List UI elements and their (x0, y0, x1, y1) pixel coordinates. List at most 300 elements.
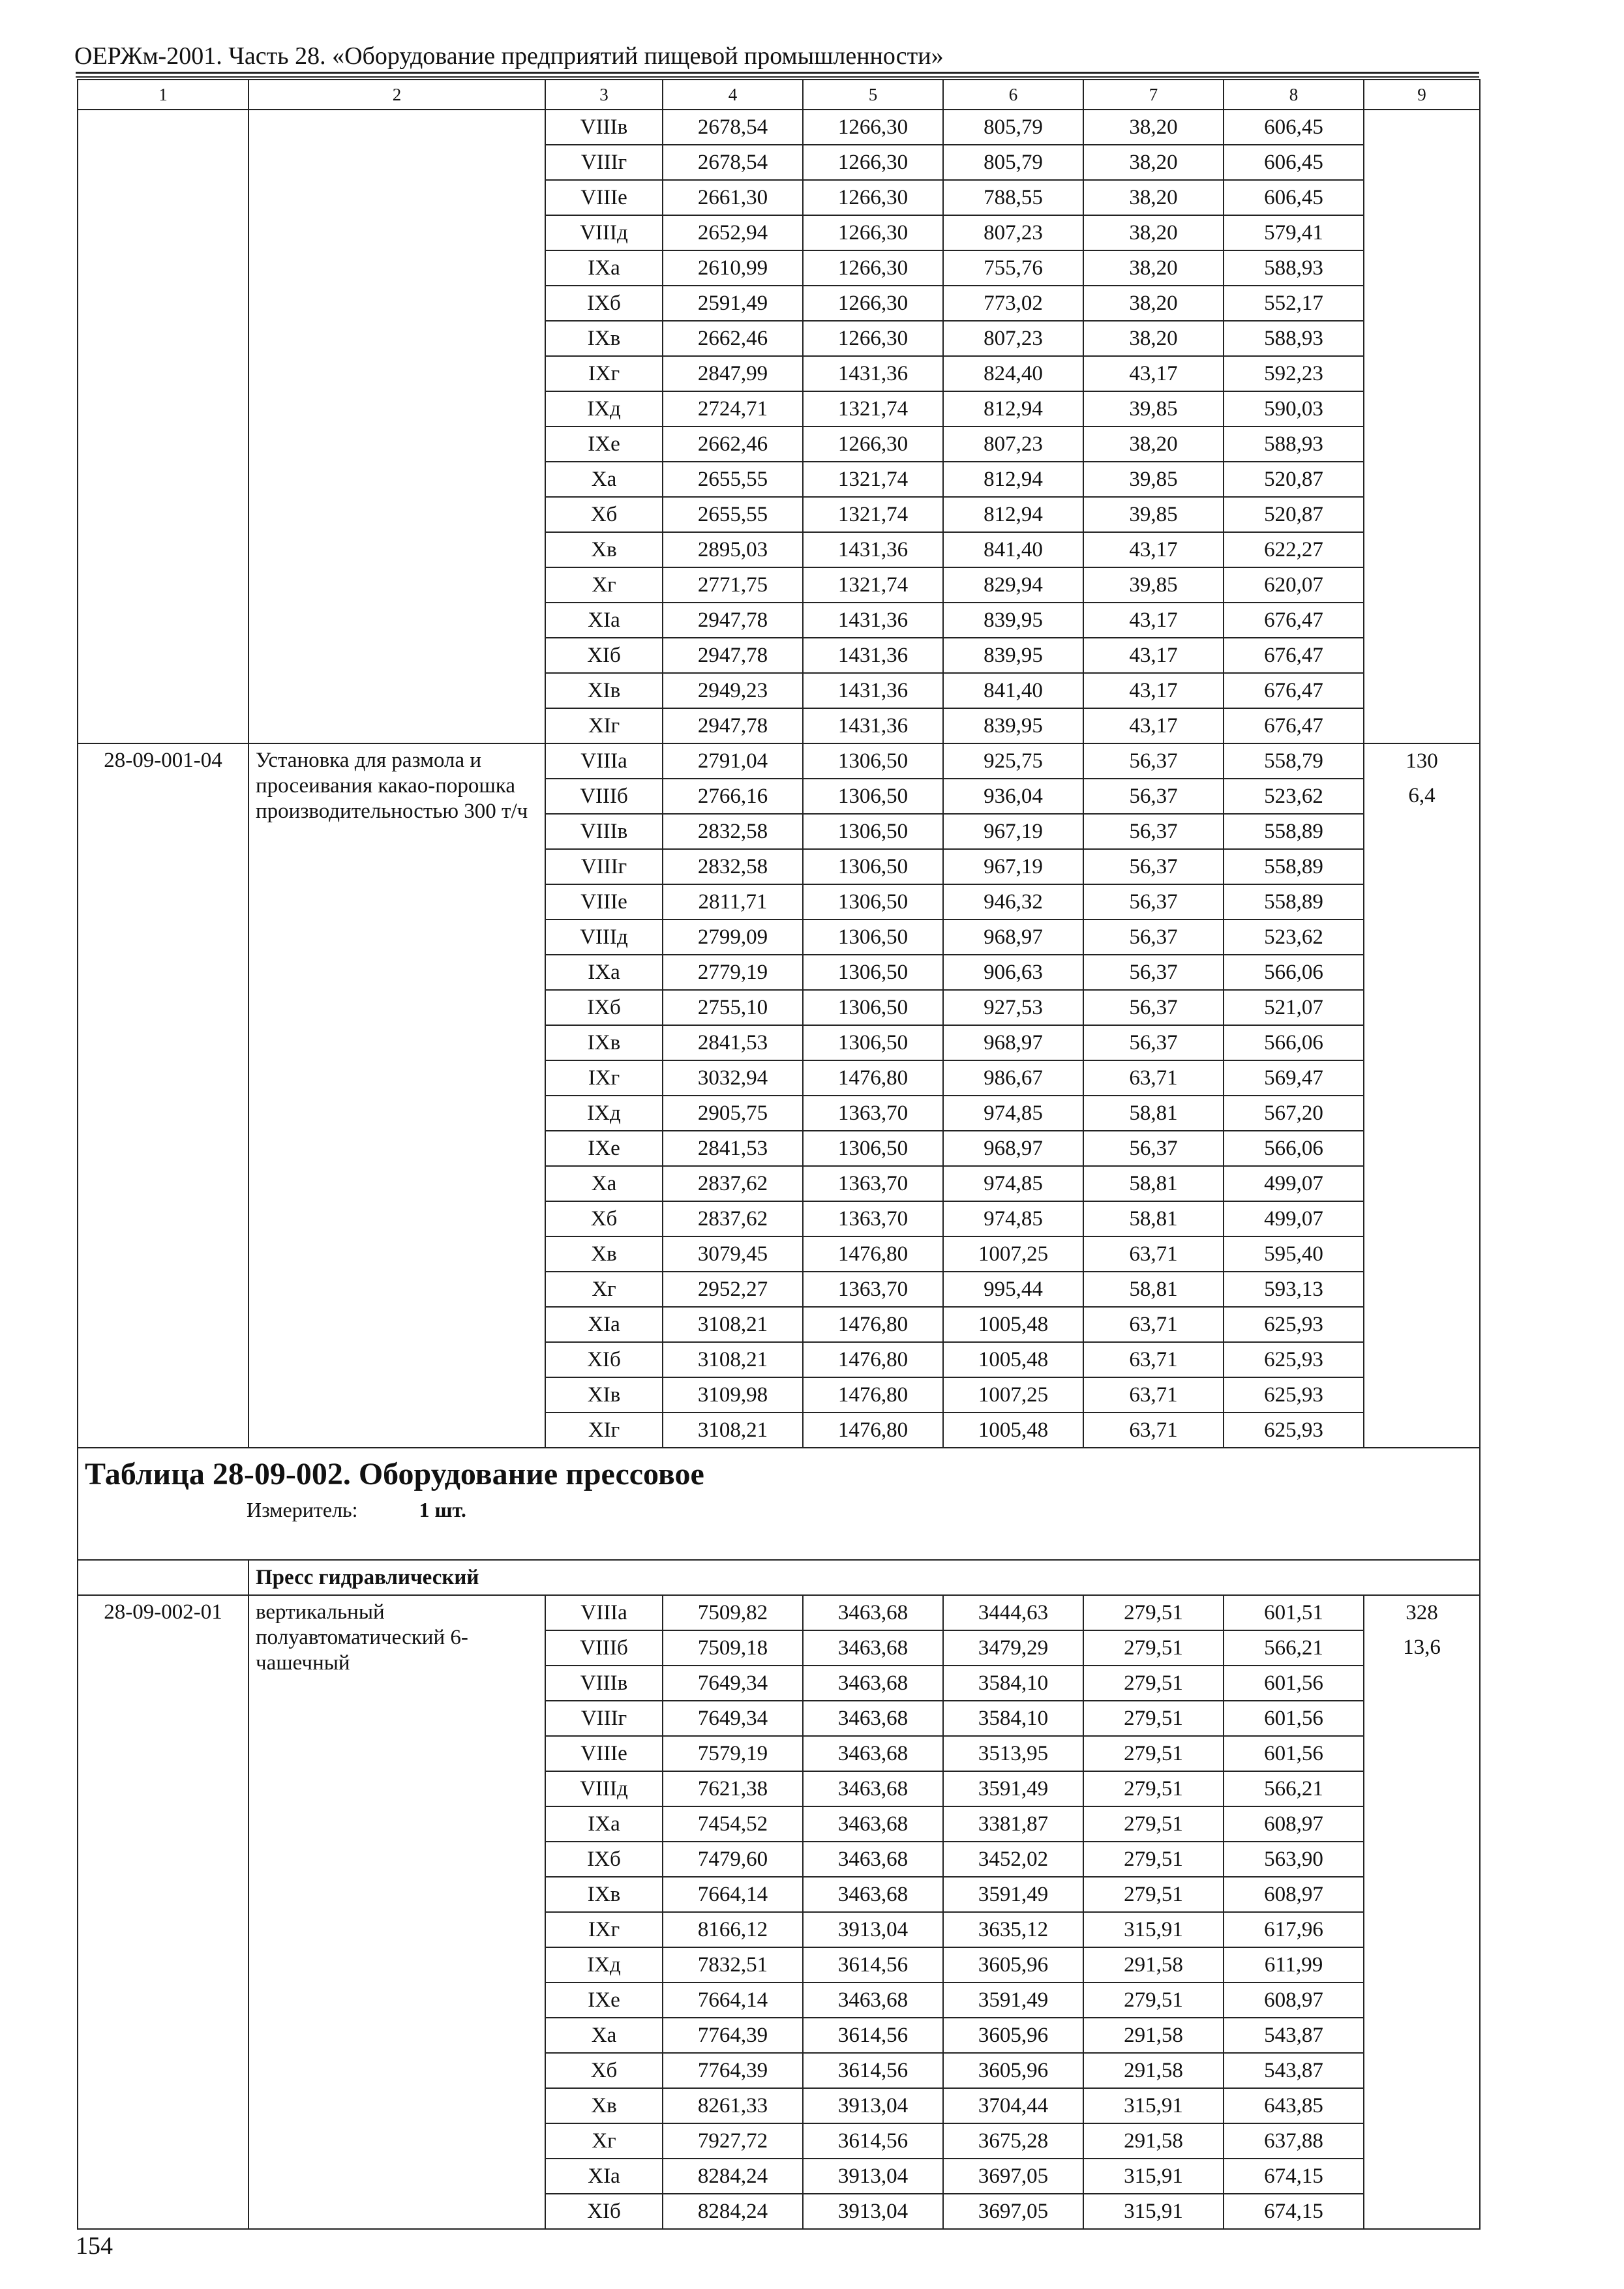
value-cell: 279,51 (1083, 1877, 1224, 1912)
value-cell: 1266,30 (803, 180, 943, 215)
value-cell: 315,91 (1083, 2159, 1224, 2194)
value-cell: 812,94 (943, 497, 1083, 532)
column-number: 9 (1364, 80, 1480, 110)
value-cell: 566,06 (1224, 1131, 1364, 1166)
value-cell: 3463,68 (803, 1595, 943, 1630)
value-cell: 2832,58 (663, 849, 803, 884)
value-cell: 38,20 (1083, 250, 1224, 286)
column-number: 6 (943, 80, 1083, 110)
region-code: XIб (545, 638, 663, 673)
column-number-row (78, 80, 1480, 110)
value-cell: 3479,29 (943, 1630, 1083, 1666)
column-number: 3 (545, 80, 663, 110)
value-cell: 3381,87 (943, 1806, 1083, 1842)
column-number: 1 (78, 80, 248, 110)
value-cell: 1476,80 (803, 1060, 943, 1096)
value-cell: 1306,50 (803, 920, 943, 955)
region-code: VIIIд (545, 215, 663, 250)
value-cell: 1321,74 (803, 567, 943, 603)
value-cell: 608,97 (1224, 1806, 1364, 1842)
value-cell: 2591,49 (663, 286, 803, 321)
resource-value: 6,4 (1408, 784, 1436, 807)
value-cell: 3591,49 (943, 1982, 1083, 2018)
region-code: VIIIв (545, 110, 663, 145)
value-cell: 2952,27 (663, 1272, 803, 1307)
value-cell: 291,58 (1083, 2123, 1224, 2159)
value-cell: 588,93 (1224, 250, 1364, 286)
value-cell: 755,76 (943, 250, 1083, 286)
value-cell: 841,40 (943, 673, 1083, 708)
value-cell: 967,19 (943, 849, 1083, 884)
region-code: IXд (545, 1096, 663, 1131)
value-cell: 2837,62 (663, 1166, 803, 1201)
value-cell: 637,88 (1224, 2123, 1364, 2159)
region-code: Xг (545, 1272, 663, 1307)
value-cell: 567,20 (1224, 1096, 1364, 1131)
value-cell: 622,27 (1224, 532, 1364, 567)
resource-cell (1364, 110, 1480, 743)
region-code: Xг (545, 2123, 663, 2159)
value-cell: 3444,63 (943, 1595, 1083, 1630)
value-cell: 3032,94 (663, 1060, 803, 1096)
value-cell: 563,90 (1224, 1842, 1364, 1877)
region-code: VIIIб (545, 1630, 663, 1666)
value-cell: 315,91 (1083, 2088, 1224, 2123)
region-code: IXе (545, 1982, 663, 2018)
value-cell: 1321,74 (803, 391, 943, 426)
region-code: IXд (545, 391, 663, 426)
value-cell: 625,93 (1224, 1377, 1364, 1413)
value-cell: 824,40 (943, 356, 1083, 391)
value-cell: 43,17 (1083, 356, 1224, 391)
value-cell: 968,97 (943, 920, 1083, 955)
value-cell: 974,85 (943, 1096, 1083, 1131)
value-cell: 805,79 (943, 110, 1083, 145)
region-code: Xв (545, 2088, 663, 2123)
value-cell: 566,06 (1224, 1025, 1364, 1060)
value-cell: 56,37 (1083, 884, 1224, 920)
value-cell: 43,17 (1083, 638, 1224, 673)
value-cell: 625,93 (1224, 1413, 1364, 1448)
value-cell: 279,51 (1083, 1701, 1224, 1736)
region-code: VIIIв (545, 814, 663, 849)
region-code: XIа (545, 1307, 663, 1342)
value-cell: 1306,50 (803, 990, 943, 1025)
value-cell: 3463,68 (803, 1842, 943, 1877)
value-cell: 43,17 (1083, 673, 1224, 708)
region-code: IXа (545, 955, 663, 990)
value-cell: 592,23 (1224, 356, 1364, 391)
value-cell: 2947,78 (663, 708, 803, 743)
value-cell: 3591,49 (943, 1771, 1083, 1806)
resource-cell (1364, 1595, 1480, 2229)
value-cell: 2832,58 (663, 814, 803, 849)
value-cell: 601,56 (1224, 1736, 1364, 1771)
value-cell: 1306,50 (803, 814, 943, 849)
region-code: IXв (545, 321, 663, 356)
value-cell: 56,37 (1083, 1131, 1224, 1166)
item-name (248, 110, 545, 743)
value-cell: 1321,74 (803, 497, 943, 532)
value-cell: 2678,54 (663, 145, 803, 180)
value-cell: 63,71 (1083, 1413, 1224, 1448)
measure-line (78, 1494, 1479, 1523)
value-cell: 593,13 (1224, 1272, 1364, 1307)
value-cell: 601,56 (1224, 1701, 1364, 1736)
value-cell: 56,37 (1083, 955, 1224, 990)
column-number: 8 (1224, 80, 1364, 110)
value-cell: 3463,68 (803, 1701, 943, 1736)
value-cell: 608,97 (1224, 1877, 1364, 1912)
region-code: XIг (545, 708, 663, 743)
value-cell: 56,37 (1083, 990, 1224, 1025)
value-cell: 595,40 (1224, 1236, 1364, 1272)
value-cell: 606,45 (1224, 110, 1364, 145)
region-code: IXе (545, 426, 663, 462)
value-cell: 2811,71 (663, 884, 803, 920)
region-code: XIв (545, 673, 663, 708)
value-cell: 7664,14 (663, 1982, 803, 2018)
value-cell: 1005,48 (943, 1342, 1083, 1377)
value-cell: 1266,30 (803, 286, 943, 321)
value-cell: 1431,36 (803, 356, 943, 391)
value-cell: 279,51 (1083, 1666, 1224, 1701)
value-cell: 676,47 (1224, 673, 1364, 708)
value-cell: 3591,49 (943, 1877, 1083, 1912)
value-cell: 58,81 (1083, 1201, 1224, 1236)
value-cell: 315,91 (1083, 2194, 1224, 2229)
value-cell: 625,93 (1224, 1307, 1364, 1342)
value-cell: 2799,09 (663, 920, 803, 955)
value-cell: 543,87 (1224, 2053, 1364, 2088)
value-cell: 38,20 (1083, 215, 1224, 250)
value-cell: 1005,48 (943, 1413, 1083, 1448)
value-cell: 1363,70 (803, 1272, 943, 1307)
value-cell: 1476,80 (803, 1413, 943, 1448)
value-cell: 2947,78 (663, 603, 803, 638)
value-cell: 805,79 (943, 145, 1083, 180)
region-code: IXв (545, 1025, 663, 1060)
value-cell: 812,94 (943, 462, 1083, 497)
value-cell: 1005,48 (943, 1307, 1083, 1342)
value-cell: 3614,56 (803, 2053, 943, 2088)
value-cell: 1431,36 (803, 532, 943, 567)
value-cell: 2655,55 (663, 462, 803, 497)
region-code: Xб (545, 497, 663, 532)
value-cell: 279,51 (1083, 1736, 1224, 1771)
column-number: 7 (1083, 80, 1224, 110)
value-cell: 566,21 (1224, 1771, 1364, 1806)
region-code: Xв (545, 532, 663, 567)
value-cell: 1306,50 (803, 884, 943, 920)
item-name: Установка для размола и просеивания какао-порошка производительностью 300 т/ч (248, 743, 545, 1448)
price-table-body (78, 80, 1480, 2229)
value-cell: 558,89 (1224, 849, 1364, 884)
value-cell: 2771,75 (663, 567, 803, 603)
region-code: XIа (545, 603, 663, 638)
region-code: VIIIд (545, 1771, 663, 1806)
value-cell: 43,17 (1083, 708, 1224, 743)
value-cell: 2652,94 (663, 215, 803, 250)
value-cell: 974,85 (943, 1166, 1083, 1201)
value-cell: 1363,70 (803, 1096, 943, 1131)
value-cell: 38,20 (1083, 426, 1224, 462)
value-cell: 1266,30 (803, 321, 943, 356)
price-table (77, 79, 1481, 2230)
region-code: IXб (545, 990, 663, 1025)
value-cell: 1266,30 (803, 145, 943, 180)
value-cell: 58,81 (1083, 1166, 1224, 1201)
value-cell: 39,85 (1083, 391, 1224, 426)
value-cell: 946,32 (943, 884, 1083, 920)
measure-label: Измеритель: (247, 1498, 358, 1521)
measure-value: 1 шт. (419, 1498, 466, 1521)
item-code: 28-09-002-01 (78, 1595, 248, 2229)
value-cell: 674,15 (1224, 2194, 1364, 2229)
value-cell: 3463,68 (803, 1736, 943, 1771)
value-cell: 543,87 (1224, 2018, 1364, 2053)
value-cell: 499,07 (1224, 1201, 1364, 1236)
value-cell: 3697,05 (943, 2194, 1083, 2229)
value-cell: 2841,53 (663, 1131, 803, 1166)
value-cell: 2779,19 (663, 955, 803, 990)
value-cell: 2895,03 (663, 532, 803, 567)
value-cell: 3463,68 (803, 1771, 943, 1806)
value-cell: 625,93 (1224, 1342, 1364, 1377)
value-cell: 841,40 (943, 532, 1083, 567)
value-cell: 56,37 (1083, 1025, 1224, 1060)
resource-value: 130 (1406, 749, 1438, 773)
value-cell: 3584,10 (943, 1666, 1083, 1701)
value-cell: 3913,04 (803, 2159, 943, 2194)
value-cell: 3513,95 (943, 1736, 1083, 1771)
value-cell: 676,47 (1224, 708, 1364, 743)
value-cell: 523,62 (1224, 920, 1364, 955)
value-cell: 7927,72 (663, 2123, 803, 2159)
value-cell: 7479,60 (663, 1842, 803, 1877)
value-cell: 279,51 (1083, 1982, 1224, 2018)
value-cell: 986,67 (943, 1060, 1083, 1096)
value-cell: 39,85 (1083, 497, 1224, 532)
region-code: VIIIб (545, 779, 663, 814)
value-cell: 7649,34 (663, 1701, 803, 1736)
region-code: Xа (545, 462, 663, 497)
value-cell: 2847,99 (663, 356, 803, 391)
value-cell: 63,71 (1083, 1236, 1224, 1272)
value-cell: 7579,19 (663, 1736, 803, 1771)
value-cell: 579,41 (1224, 215, 1364, 250)
region-code: IXг (545, 356, 663, 391)
value-cell: 2905,75 (663, 1096, 803, 1131)
value-cell: 3108,21 (663, 1342, 803, 1377)
column-number: 2 (248, 80, 545, 110)
value-cell: 8284,24 (663, 2159, 803, 2194)
region-code: Xб (545, 2053, 663, 2088)
value-cell: 56,37 (1083, 743, 1224, 779)
item-name: вертикальный полуавтоматический 6-чашечный (248, 1595, 545, 2229)
value-cell: 2655,55 (663, 497, 803, 532)
value-cell: 1363,70 (803, 1166, 943, 1201)
value-cell: 7509,82 (663, 1595, 803, 1630)
region-code: XIб (545, 1342, 663, 1377)
value-cell: 558,89 (1224, 884, 1364, 920)
region-code: VIIIд (545, 920, 663, 955)
value-cell: 3079,45 (663, 1236, 803, 1272)
value-cell: 601,56 (1224, 1666, 1364, 1701)
value-cell: 38,20 (1083, 145, 1224, 180)
value-cell: 608,97 (1224, 1982, 1364, 2018)
value-cell: 588,93 (1224, 426, 1364, 462)
value-cell: 38,20 (1083, 110, 1224, 145)
value-cell: 2610,99 (663, 250, 803, 286)
value-cell: 1476,80 (803, 1377, 943, 1413)
value-cell: 3109,98 (663, 1377, 803, 1413)
region-code: Xв (545, 1236, 663, 1272)
value-cell: 2755,10 (663, 990, 803, 1025)
value-cell: 3452,02 (943, 1842, 1083, 1877)
value-cell: 39,85 (1083, 462, 1224, 497)
value-cell: 279,51 (1083, 1630, 1224, 1666)
region-code: Xа (545, 2018, 663, 2053)
value-cell: 1266,30 (803, 250, 943, 286)
region-code: VIIIа (545, 743, 663, 779)
value-cell: 2947,78 (663, 638, 803, 673)
resource-cell (1364, 743, 1480, 1448)
value-cell: 601,51 (1224, 1595, 1364, 1630)
region-code: VIIIа (545, 1595, 663, 1630)
region-code: Xб (545, 1201, 663, 1236)
value-cell: 1266,30 (803, 110, 943, 145)
value-cell: 2678,54 (663, 110, 803, 145)
value-cell: 3913,04 (803, 2194, 943, 2229)
value-cell: 2837,62 (663, 1201, 803, 1236)
region-code: VIIIг (545, 145, 663, 180)
value-cell: 279,51 (1083, 1842, 1224, 1877)
value-cell: 3605,96 (943, 1947, 1083, 1982)
value-cell: 839,95 (943, 603, 1083, 638)
value-cell: 43,17 (1083, 532, 1224, 567)
region-code: XIб (545, 2194, 663, 2229)
value-cell: 56,37 (1083, 779, 1224, 814)
value-cell: 43,17 (1083, 603, 1224, 638)
region-code: IXд (545, 1947, 663, 1982)
value-cell: 968,97 (943, 1131, 1083, 1166)
value-cell: 1476,80 (803, 1236, 943, 1272)
value-cell: 279,51 (1083, 1771, 1224, 1806)
group-title: Пресс гидравлический (248, 1560, 1480, 1595)
value-cell: 807,23 (943, 321, 1083, 356)
value-cell: 3704,44 (943, 2088, 1083, 2123)
value-cell: 7621,38 (663, 1771, 803, 1806)
region-code: XIв (545, 1377, 663, 1413)
group-spacer (78, 1560, 248, 1595)
value-cell: 620,07 (1224, 567, 1364, 603)
value-cell: 676,47 (1224, 638, 1364, 673)
value-cell: 3913,04 (803, 1912, 943, 1947)
value-cell: 520,87 (1224, 497, 1364, 532)
value-cell: 936,04 (943, 779, 1083, 814)
value-cell: 643,85 (1224, 2088, 1364, 2123)
value-cell: 523,62 (1224, 779, 1364, 814)
value-cell: 2841,53 (663, 1025, 803, 1060)
value-cell: 839,95 (943, 638, 1083, 673)
value-cell: 2661,30 (663, 180, 803, 215)
value-cell: 3614,56 (803, 1947, 943, 1982)
column-number: 5 (803, 80, 943, 110)
value-cell: 7764,39 (663, 2018, 803, 2053)
value-cell: 812,94 (943, 391, 1083, 426)
value-cell: 558,79 (1224, 743, 1364, 779)
value-cell: 7764,39 (663, 2053, 803, 2088)
value-cell: 676,47 (1224, 603, 1364, 638)
value-cell: 1306,50 (803, 849, 943, 884)
header-rule (76, 72, 1479, 74)
value-cell: 606,45 (1224, 145, 1364, 180)
region-code: IXа (545, 250, 663, 286)
item-code: 28-09-001-04 (78, 743, 248, 1448)
value-cell: 63,71 (1083, 1377, 1224, 1413)
value-cell: 3675,28 (943, 2123, 1083, 2159)
value-cell: 3697,05 (943, 2159, 1083, 2194)
value-cell: 968,97 (943, 1025, 1083, 1060)
value-cell: 588,93 (1224, 321, 1364, 356)
value-cell: 1431,36 (803, 708, 943, 743)
value-cell: 1306,50 (803, 779, 943, 814)
value-cell: 3463,68 (803, 1666, 943, 1701)
running-title: ОЕРЖм-2001. Часть 28. «Оборудование предприятий пищевой промышленности» (74, 42, 944, 70)
value-cell: 279,51 (1083, 1806, 1224, 1842)
value-cell: 56,37 (1083, 814, 1224, 849)
region-code: IXе (545, 1131, 663, 1166)
value-cell: 291,58 (1083, 1947, 1224, 1982)
value-cell: 807,23 (943, 426, 1083, 462)
value-cell: 788,55 (943, 180, 1083, 215)
region-code: IXа (545, 1806, 663, 1842)
value-cell: 1306,50 (803, 1131, 943, 1166)
value-cell: 566,21 (1224, 1630, 1364, 1666)
value-cell: 617,96 (1224, 1912, 1364, 1947)
value-cell: 58,81 (1083, 1096, 1224, 1131)
value-cell: 2791,04 (663, 743, 803, 779)
value-cell: 3614,56 (803, 2018, 943, 2053)
value-cell: 974,85 (943, 1201, 1083, 1236)
value-cell: 995,44 (943, 1272, 1083, 1307)
value-cell: 38,20 (1083, 321, 1224, 356)
value-cell: 39,85 (1083, 567, 1224, 603)
section-row (78, 1448, 1480, 1560)
value-cell: 1431,36 (803, 673, 943, 708)
value-cell: 1321,74 (803, 462, 943, 497)
header-rule (76, 76, 1479, 78)
region-code: VIIIг (545, 849, 663, 884)
value-cell: 58,81 (1083, 1272, 1224, 1307)
value-cell: 1306,50 (803, 1025, 943, 1060)
value-cell: 315,91 (1083, 1912, 1224, 1947)
table-row (78, 110, 1480, 145)
region-code: Xа (545, 1166, 663, 1201)
value-cell: 3463,68 (803, 1630, 943, 1666)
region-code: VIIIв (545, 1666, 663, 1701)
value-cell: 291,58 (1083, 2053, 1224, 2088)
page-number: 154 (76, 2232, 113, 2260)
value-cell: 3605,96 (943, 2053, 1083, 2088)
value-cell: 56,37 (1083, 920, 1224, 955)
value-cell: 7832,51 (663, 1947, 803, 1982)
value-cell: 3108,21 (663, 1413, 803, 1448)
resource-value: 328 (1406, 1601, 1438, 1624)
region-code: IXб (545, 1842, 663, 1877)
value-cell: 63,71 (1083, 1342, 1224, 1377)
